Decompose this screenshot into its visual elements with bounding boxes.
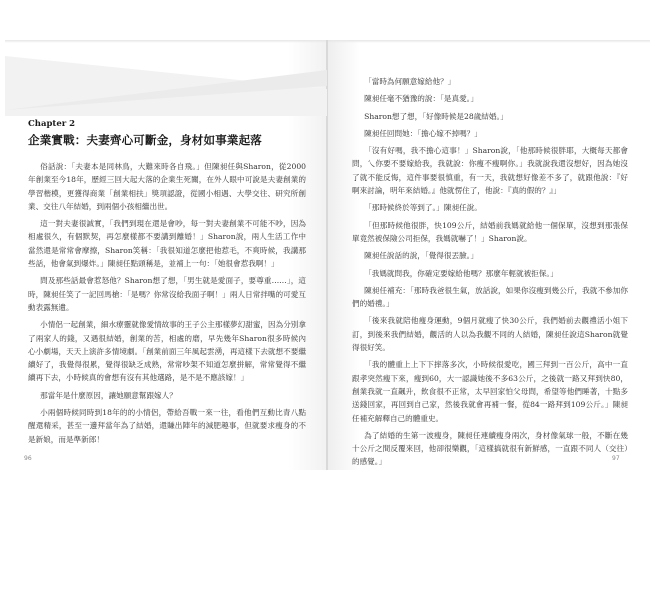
paragraph: 這一對夫妻很誠實，「我們到現在還是會吵，每一對夫妻創業不可能不吵，因為相處很久，有個默契，再怎麼樣都不要講到離婚！」Sharon說，兩人生活工作中當然還是常常會摩擦，Sharon笑稱：「我很知道怎麼把他惹毛，不爽時候，我講那些話，他會氣到爆炸。」陳昶任點頭稱是，並補上一句：「她很會惹我啊！」 (28, 219, 306, 269)
paragraph: 小兩個時候同時到18年的的小情侶，帶給吾戰一來一往，看他們互動比青八點醒還精采，甚至一邊拜當年為了結婚，還賺出陣年的減肥趣事，但就要求瘦身的不是新娘，而是準新郎！ (28, 408, 306, 444)
paragraph: 「我媽就問我，你確定要嫁給他嗎？那麼年輕就被拒保。」 (364, 268, 558, 278)
left-body-text (28, 160, 306, 450)
paragraph: 小情侶一起創業，細水療靈就像愛情故事的王子公主那樣夢幻甜蜜，因為分別拿了兩家人的錢，又遇很結婚，創業的苦，相處的磨，早先幾年Sharon很多時候內心小劇場，天天上演許多情境劇。「創業前面三年風起雲湧，再這樣下去就想不要繼續好了，我覺得很累，覺得很缺乏成熟，常常吵架不知道怎麼拼解，常常覺得不繼續再下去，小時候真的會想有沒有其他選路，是不是不應該嫁！」 (28, 320, 306, 383)
page-number-left: 96 (24, 455, 32, 462)
paragraph: 俗話說：「夫妻本是同林鳥，大難來時各自飛。」但陳昶任與Sharon，從2000年創業至今18年，歷經三回大起大落的企業生死關，在外人眼中可說是夫妻創業的學習楷模，更獲得商業「創業相扶」獎項認證，從國小相遇、大學交往、研究所創業、交往八年結婚，到兩個小孩相繼出世。 (28, 162, 306, 211)
paragraph: 「沒有好嗎，我不擔心這事！」Sharon說，「他那時候很胖耶，大概每天都會問，乀你要不要嫁給我，我就說：你瘦不瘦啊你。」我就說我還沒想好，因為她沒了就不能反悔，這件事要很慎重，有一天，我就想好像差不多了，就跟他說：『好啊來討論，明年來結婚。』他就愣住了，他說：『真的假的？』」 (352, 146, 628, 196)
paragraph: 「當時為何願意嫁給他？」 (364, 77, 456, 86)
paragraph: 「我的體重上上下下摔落多次，小時候很愛吃，國三拜到一百公斤，高中一直跟孝突然瘦下來，瘦到60，大一認識她後不多63公斤，之後就一路又拜到快80，創業我就一直飆升，飲食很不正常，太早回家怕父母問，希望等他們睡著，十點多送錢回家，再回到自己家，然後我就會再補一餐，從84一路拜到109公斤。」陳昶任補充解釋自己的體重史。 (352, 360, 628, 423)
paragraph: 「那時候終於等到了。」陳昶任說。 (364, 203, 482, 213)
paragraph: 陳昶任毫不猶豫的說：「是真愛。」 (364, 94, 479, 104)
paragraph: 那當年是什麼原因，讓她願意幫跟嫁人？ (40, 390, 177, 400)
paragraph: Sharon想了想，「好像時候是28歲結婚。」 (364, 111, 508, 121)
paragraph: 問及那些話最會惹怒他？Sharon想了想，「男生就是愛面子，要尊重……」，這時，陳昶任笑了一記回馬槍：「是嗎？你常沒給我面子啊！」兩人日常拌嘴的可愛互動表露無遺。 (28, 276, 306, 312)
chapter-title: 企業實戰：夫妻齊心可斷金，身材如事業起落 (28, 133, 262, 147)
paragraph: 陳昶任說話的說，「覺得很丟臉。」 (364, 251, 479, 261)
paragraph: 「後來我就陪他瘦身運動，9個月就瘦了快30公斤，我們婚前去觀禮活小姐下訂，到後來我們結婚，觀活的人以為我觀不同的人結婚，陳昶任說這Sharon就覺得很好笑。 (352, 316, 628, 353)
page-number-right: 97 (612, 455, 620, 462)
paragraph: 為了結婚的生第一波瘦身，陳昶任連續瘦身兩次，身材像氣球一般，不斷在幾十公斤之間反覆來回，他卻很樂觀，「這樣搞就很有新鮮感，一直跟不同人（交往）的感覺。」 (352, 430, 628, 467)
chapter-label: Chapter 2 (28, 119, 76, 129)
paragraph: 陳昶任補充：「那時我爸很生氣，放話說，如果你沒瘦到幾公斤，我就不參加你們的婚禮。」 (352, 285, 628, 309)
right-body-text (352, 75, 628, 473)
paragraph: 陳昶任回問她：「擔心嫁不掉嗎？」 (364, 128, 482, 138)
paragraph: 「但那時候他很胖，快109公斤，結婚前我媽就給他一個保單，沒想到那張保單竟然被保險公司拒保，我媽就嚇了！」Sharon說。 (352, 220, 628, 243)
